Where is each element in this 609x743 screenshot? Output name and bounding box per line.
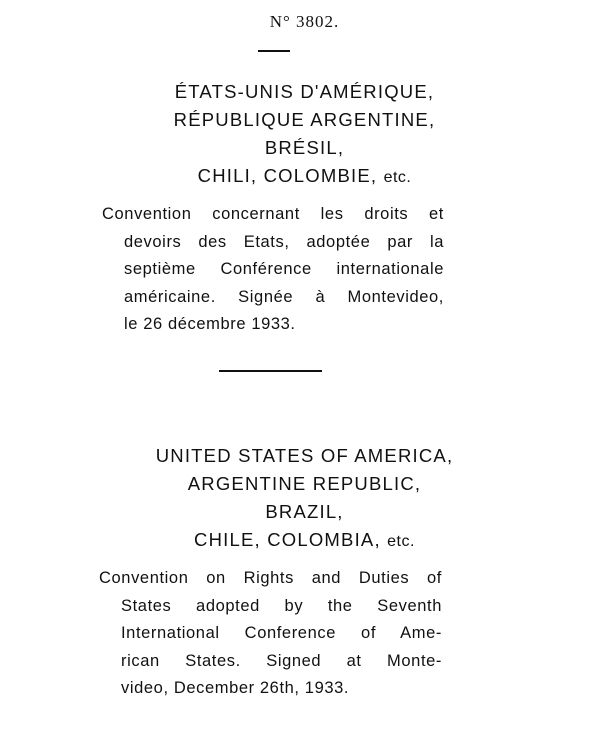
- french-title-line: Convention concernant les droits et: [102, 205, 444, 223]
- french-title-line: le 26 décembre 1933.: [124, 315, 296, 333]
- english-title-line: rican States. Signed at Monte-: [121, 651, 442, 670]
- french-title-line: septième Conférence internationale: [124, 260, 444, 278]
- english-parties: [0, 442, 609, 556]
- french-party-line: RÉPUBLIQUE ARGENTINE,: [173, 109, 436, 130]
- english-party-line-last: [0, 526, 609, 556]
- english-party-line: UNITED STATES OF AMERICA,: [155, 445, 454, 466]
- english-title: [99, 565, 442, 703]
- english-title-line: States adopted by the Seventh: [121, 596, 442, 615]
- english-etc: etc.: [387, 533, 415, 550]
- french-party-line: ÉTATS-UNIS D'AMÉRIQUE,: [174, 81, 435, 102]
- french-party-line: BRÉSIL,: [264, 137, 345, 158]
- french-party-text: CHILI, COLOMBIE,: [197, 165, 378, 186]
- long-divider: [219, 370, 322, 372]
- french-parties: [0, 78, 609, 192]
- english-title-line: video, December 26th, 1933.: [121, 679, 350, 697]
- english-title-line: International Conference of Ame-: [121, 624, 442, 642]
- french-title: [102, 201, 444, 339]
- english-party-text: CHILE, COLOMBIA,: [194, 529, 381, 550]
- french-title-line: américaine. Signée à Montevideo,: [124, 287, 444, 306]
- treaty-number: N° 3802.: [269, 12, 340, 31]
- english-title-line: Convention on Rights and Duties of: [99, 569, 442, 587]
- english-party-line: ARGENTINE REPUBLIC,: [187, 473, 422, 494]
- french-title-line: devoirs des Etats, adoptée par la: [124, 232, 444, 251]
- french-etc: etc.: [383, 169, 412, 186]
- short-divider: [258, 50, 290, 52]
- french-party-line-last: [0, 162, 609, 192]
- english-party-line: BRAZIL,: [265, 501, 344, 522]
